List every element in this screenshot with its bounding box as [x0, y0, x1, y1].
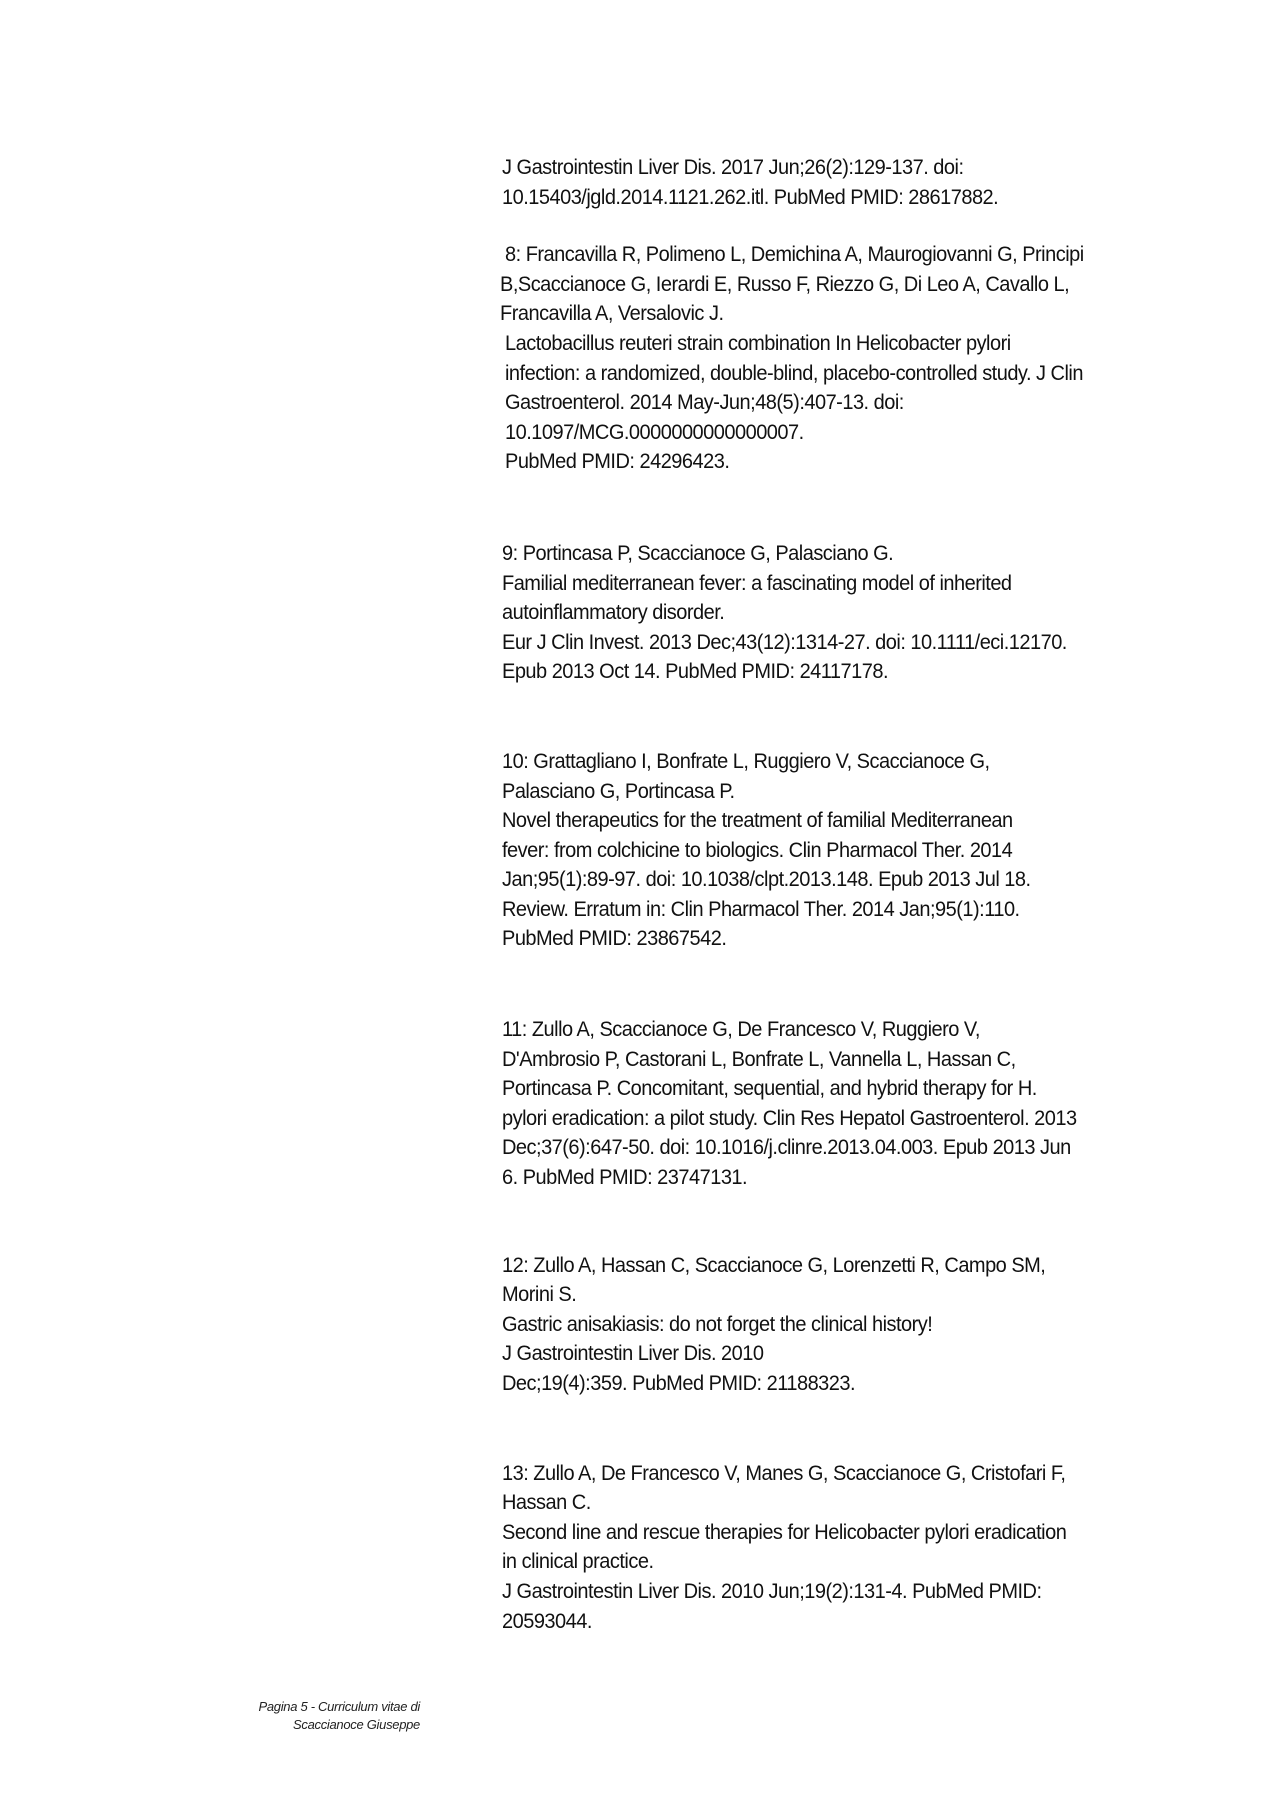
reference-7-continued	[502, 153, 1182, 212]
reference-line: autoinflammatory disorder.	[502, 600, 725, 625]
reference-line: B,Scaccianoce G, Ierardi E, Russo F, Riezzo G, Di Leo A, Cavallo L,	[500, 271, 1070, 296]
reference-line: Lactobacillus reuteri strain combination In Helicobacter pylori	[505, 330, 1011, 355]
reference-line: J Gastrointestin Liver Dis. 2010 Jun;19(2):131-4. PubMed PMID:	[502, 1578, 1042, 1603]
reference-line: fever: from colchicine to biologics. Clin Pharmacol Ther. 2014	[502, 837, 1013, 862]
reference-line: Jan;95(1):89-97. doi: 10.1038/clpt.2013.148. Epub 2013 Jul 18.	[502, 867, 1031, 892]
reference-line: Morini S.	[502, 1282, 577, 1307]
reference-line: 8: Francavilla R, Polimeno L, Demichina A, Maurogiovanni G, Principi	[505, 242, 1084, 267]
reference-line: D'Ambrosio P, Castorani L, Bonfrate L, Vannella L, Hassan C,	[502, 1046, 1016, 1071]
reference-line: Hassan C.	[502, 1490, 591, 1515]
reference-line: Review. Erratum in: Clin Pharmacol Ther. 2014 Jan;95(1):110.	[502, 896, 1020, 921]
reference-line: Novel therapeutics for the treatment of familial Mediterranean	[502, 808, 1013, 833]
reference-line: 10.15403/jgld.2014.1121.262.itl. PubMed PMID: 28617882.	[502, 184, 999, 209]
reference-8	[502, 240, 1182, 477]
reference-line: J Gastrointestin Liver Dis. 2017 Jun;26(2):129-137. doi:	[502, 155, 964, 179]
footer-page-label: Pagina 5 - Curriculum vitae di	[258, 1699, 420, 1714]
reference-line: Portincasa P. Concomitant, sequential, and hybrid therapy for H.	[502, 1076, 1037, 1101]
page-footer	[200, 1698, 420, 1734]
reference-12	[502, 1251, 1182, 1399]
footer-author-name: Scaccianoce Giuseppe	[293, 1717, 420, 1732]
reference-line: PubMed PMID: 24296423.	[505, 449, 730, 474]
reference-line: 10: Grattagliano I, Bonfrate L, Ruggiero V, Scaccianoce G,	[502, 748, 990, 773]
reference-line: 11: Zullo A, Scaccianoce G, De Francesco V, Ruggiero V,	[502, 1017, 980, 1042]
publications-list	[502, 153, 1182, 1636]
reference-line: Francavilla A, Versalovic J.	[500, 301, 724, 326]
reference-line: Palasciano G, Portincasa P.	[502, 778, 735, 803]
reference-line: pylori eradication: a pilot study. Clin Res Hepatol Gastroenterol. 2013	[502, 1105, 1077, 1130]
reference-11	[502, 1015, 1182, 1193]
reference-line: in clinical practice.	[502, 1549, 654, 1574]
reference-10	[502, 747, 1182, 954]
reference-line: Gastric anisakiasis: do not forget the clinical history!	[502, 1311, 933, 1336]
reference-13	[502, 1459, 1182, 1637]
reference-line: 20593044.	[502, 1608, 592, 1633]
reference-line: PubMed PMID: 23867542.	[502, 926, 727, 951]
reference-line: 10.1097/MCG.0000000000000007.	[505, 419, 804, 444]
reference-line: Dec;19(4):359. PubMed PMID: 21188323.	[502, 1371, 856, 1395]
reference-line: Second line and rescue therapies for Helicobacter pylori eradication	[502, 1519, 1067, 1544]
reference-line: Gastroenterol. 2014 May-Jun;48(5):407-13. doi:	[505, 390, 904, 415]
reference-line: J Gastrointestin Liver Dis. 2010	[502, 1341, 764, 1366]
reference-line: infection: a randomized, double-blind, placebo-controlled study. J Clin	[505, 360, 1083, 385]
reference-line: 6. PubMed PMID: 23747131.	[502, 1165, 748, 1190]
reference-line: Eur J Clin Invest. 2013 Dec;43(12):1314-27. doi: 10.1111/eci.12170.	[502, 629, 1067, 654]
reference-line: 9: Portincasa P, Scaccianoce G, Palasciano G.	[502, 540, 894, 565]
reference-line: Dec;37(6):647-50. doi: 10.1016/j.clinre.2013.04.003. Epub 2013 Jun	[502, 1135, 1071, 1160]
reference-line: Epub 2013 Oct 14. PubMed PMID: 24117178.	[502, 659, 889, 684]
reference-9	[502, 539, 1182, 687]
reference-line: 13: Zullo A, De Francesco V, Manes G, Scaccianoce G, Cristofari F,	[502, 1460, 1066, 1485]
reference-line: 12: Zullo A, Hassan C, Scaccianoce G, Lorenzetti R, Campo SM,	[502, 1252, 1046, 1277]
reference-line: Familial mediterranean fever: a fascinating model of inherited	[502, 570, 1012, 595]
